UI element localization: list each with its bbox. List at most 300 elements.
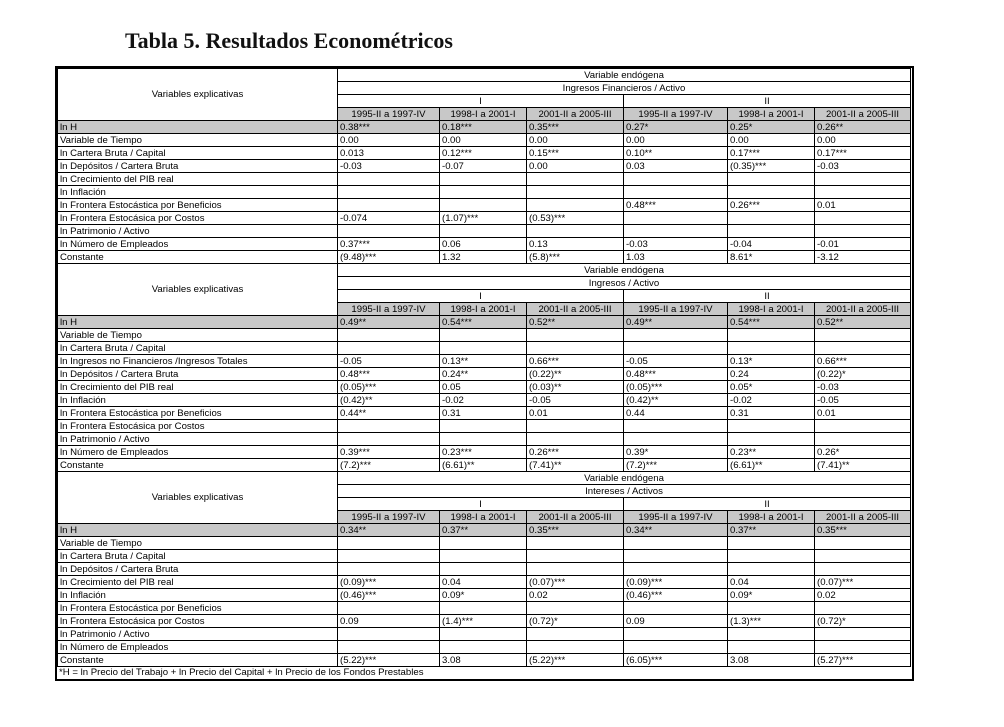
coefficient-cell: -0.02 [728, 394, 815, 407]
coefficient-cell: 0.54*** [728, 316, 815, 329]
period-header: 2001-II a 2005-III [815, 303, 911, 316]
coefficient-cell [815, 186, 911, 199]
coefficient-cell: 0.12*** [440, 147, 527, 160]
table-row [58, 459, 911, 472]
explanatory-variables-header: Variables explicativas [58, 472, 338, 524]
table-row [58, 628, 911, 641]
coefficient-cell [624, 602, 728, 615]
row-label: ln Número de Empleados [58, 238, 338, 251]
row-label: ln Cartera Bruta / Capital [58, 550, 338, 563]
coefficient-cell [728, 563, 815, 576]
coefficient-cell: 0.26* [815, 446, 911, 459]
coefficient-cell [527, 641, 624, 654]
coefficient-cell [440, 628, 527, 641]
coefficient-cell: (7.2)*** [624, 459, 728, 472]
row-label: ln Inflación [58, 186, 338, 199]
row-label: ln Frontera Estocástica por Beneficios [58, 602, 338, 615]
table-row [58, 186, 911, 199]
period-header: 1995-II a 1997-IV [624, 108, 728, 121]
coefficient-cell [815, 628, 911, 641]
coefficient-cell [338, 342, 440, 355]
coefficient-cell: (6.61)** [440, 459, 527, 472]
table-row [58, 654, 911, 667]
explanatory-variables-header: Variables explicativas [58, 264, 338, 316]
table-row [58, 342, 911, 355]
coefficient-cell [338, 563, 440, 576]
coefficient-cell: 0.23*** [440, 446, 527, 459]
coefficient-cell: -0.05 [624, 355, 728, 368]
row-label: ln Frontera Estocásica por Costos [58, 212, 338, 225]
coefficient-cell: 0.66*** [815, 355, 911, 368]
coefficient-cell: 0.02 [815, 589, 911, 602]
coefficient-cell: (7.41)** [815, 459, 911, 472]
coefficient-cell [338, 602, 440, 615]
coefficient-cell: -0.05 [815, 394, 911, 407]
coefficient-cell: 0.26*** [728, 199, 815, 212]
table-row [58, 576, 911, 589]
dependent-variable-name: Ingresos Financieros / Activo [338, 82, 911, 95]
coefficient-cell [527, 329, 624, 342]
coefficient-cell: 0.39* [624, 446, 728, 459]
coefficient-cell: -0.07 [440, 160, 527, 173]
table-row [58, 563, 911, 576]
table-row [58, 173, 911, 186]
table-row [58, 381, 911, 394]
coefficient-cell: 0.00 [440, 134, 527, 147]
coefficient-cell [728, 329, 815, 342]
coefficient-cell [440, 641, 527, 654]
coefficient-cell: 0.48*** [338, 368, 440, 381]
coefficient-cell: (6.61)** [728, 459, 815, 472]
coefficient-cell: 0.37*** [338, 238, 440, 251]
coefficient-cell [815, 225, 911, 238]
coefficient-cell: 1.32 [440, 251, 527, 264]
coefficient-cell: 0.01 [527, 407, 624, 420]
row-label: Constante [58, 459, 338, 472]
coefficient-cell [440, 329, 527, 342]
coefficient-cell [440, 433, 527, 446]
coefficient-cell: (0.09)*** [624, 576, 728, 589]
row-label: ln Patrimonio / Activo [58, 628, 338, 641]
row-label: ln Depósitos / Cartera Bruta [58, 563, 338, 576]
row-label: ln Número de Empleados [58, 446, 338, 459]
coefficient-cell: 0.37** [440, 524, 527, 537]
coefficient-cell [728, 550, 815, 563]
table-body [58, 69, 911, 667]
coefficient-cell: 0.17*** [728, 147, 815, 160]
coefficient-cell [815, 342, 911, 355]
coefficient-cell: 0.35*** [527, 524, 624, 537]
coefficient-cell [624, 342, 728, 355]
coefficient-cell: 0.49** [338, 316, 440, 329]
coefficient-cell: (0.05)*** [624, 381, 728, 394]
coefficient-cell [338, 641, 440, 654]
coefficient-cell: 0.13 [527, 238, 624, 251]
coefficient-cell: (0.22)* [815, 368, 911, 381]
coefficient-cell: 0.15*** [527, 147, 624, 160]
coefficient-cell: -0.05 [527, 394, 624, 407]
coefficient-cell: 0.00 [815, 134, 911, 147]
coefficient-cell: (0.42)** [338, 394, 440, 407]
coefficient-cell: 0.02 [527, 589, 624, 602]
coefficient-cell: (0.72)* [815, 615, 911, 628]
coefficient-cell: -3.12 [815, 251, 911, 264]
table-row [58, 121, 911, 134]
coefficient-cell: (5.27)*** [815, 654, 911, 667]
coefficient-cell: 0.44** [338, 407, 440, 420]
coefficient-cell [338, 628, 440, 641]
dependent-variable-name: Ingresos / Activo [338, 277, 911, 290]
table-row [58, 550, 911, 563]
coefficient-cell: (6.05)*** [624, 654, 728, 667]
period-header: 1995-II a 1997-IV [338, 511, 440, 524]
coefficient-cell [815, 550, 911, 563]
period-header: 1995-II a 1997-IV [624, 303, 728, 316]
period-header: 1998-I a 2001-I [440, 108, 527, 121]
period-header: 1998-I a 2001-I [440, 303, 527, 316]
coefficient-cell: 0.09* [728, 589, 815, 602]
coefficient-cell [728, 628, 815, 641]
coefficient-cell [527, 602, 624, 615]
coefficient-cell [527, 550, 624, 563]
section-header-row [58, 69, 911, 82]
coefficient-cell [624, 212, 728, 225]
coefficient-cell: 0.01 [815, 407, 911, 420]
coefficient-cell [440, 173, 527, 186]
coefficient-cell: -0.03 [815, 381, 911, 394]
coefficient-cell: 0.35*** [815, 524, 911, 537]
table-row [58, 160, 911, 173]
coefficient-cell [624, 186, 728, 199]
coefficient-cell: 0.25* [728, 121, 815, 134]
row-label: Constante [58, 251, 338, 264]
row-label: ln H [58, 524, 338, 537]
coefficient-cell: 0.24 [728, 368, 815, 381]
coefficient-cell [527, 420, 624, 433]
table-row [58, 524, 911, 537]
table-row [58, 251, 911, 264]
coefficient-cell [815, 537, 911, 550]
coefficient-cell: (0.72)* [527, 615, 624, 628]
period-header: 1998-I a 2001-I [728, 108, 815, 121]
coefficient-cell: 0.09 [338, 615, 440, 628]
period-header: 2001-II a 2005-III [815, 108, 911, 121]
coefficient-cell [527, 628, 624, 641]
coefficient-cell: 0.31 [440, 407, 527, 420]
coefficient-cell [338, 550, 440, 563]
coefficient-cell: 0.10** [624, 147, 728, 160]
coefficient-cell [624, 537, 728, 550]
period-header: 2001-II a 2005-III [527, 108, 624, 121]
table-row [58, 407, 911, 420]
coefficient-cell: -0.074 [338, 212, 440, 225]
coefficient-cell: 1.03 [624, 251, 728, 264]
group-header-i: I [338, 95, 624, 108]
row-label: ln Inflación [58, 394, 338, 407]
row-label: ln Patrimonio / Activo [58, 433, 338, 446]
period-header: 2001-II a 2005-III [527, 303, 624, 316]
coefficient-cell [527, 173, 624, 186]
table-row [58, 316, 911, 329]
table-row [58, 641, 911, 654]
coefficient-cell [624, 628, 728, 641]
coefficient-cell [728, 537, 815, 550]
period-header: 2001-II a 2005-III [527, 511, 624, 524]
coefficient-cell [338, 329, 440, 342]
coefficient-cell [624, 420, 728, 433]
row-label: ln Frontera Estocástica por Beneficios [58, 199, 338, 212]
coefficient-cell: 0.13* [728, 355, 815, 368]
coefficient-cell [338, 173, 440, 186]
coefficient-cell: 0.05* [728, 381, 815, 394]
coefficient-cell: (7.2)*** [338, 459, 440, 472]
coefficient-cell [440, 420, 527, 433]
group-header-ii: II [624, 95, 911, 108]
coefficient-cell [338, 537, 440, 550]
coefficient-cell: 8.61* [728, 251, 815, 264]
coefficient-cell: 0.26** [815, 121, 911, 134]
row-label: ln Crecimiento del PIB real [58, 173, 338, 186]
coefficient-cell [815, 212, 911, 225]
endogenous-variable-header: Variable endógena [338, 264, 911, 277]
table-row [58, 199, 911, 212]
coefficient-cell [527, 433, 624, 446]
coefficient-cell [728, 602, 815, 615]
period-header: 1998-I a 2001-I [440, 511, 527, 524]
table-row [58, 212, 911, 225]
coefficient-cell: 0.52** [527, 316, 624, 329]
coefficient-cell: 0.54*** [440, 316, 527, 329]
coefficient-cell: 0.01 [815, 199, 911, 212]
coefficient-cell: -0.03 [338, 160, 440, 173]
coefficient-cell [527, 342, 624, 355]
group-header-ii: II [624, 290, 911, 303]
coefficient-cell: 0.37** [728, 524, 815, 537]
row-label: ln Cartera Bruta / Capital [58, 147, 338, 160]
row-label: Variable de Tiempo [58, 537, 338, 550]
coefficient-cell: 0.18*** [440, 121, 527, 134]
row-label: ln Inflación [58, 589, 338, 602]
coefficient-cell: 0.31 [728, 407, 815, 420]
coefficient-cell: 0.05 [440, 381, 527, 394]
table-row [58, 615, 911, 628]
coefficient-cell: 0.35*** [527, 121, 624, 134]
coefficient-cell: 0.66*** [527, 355, 624, 368]
table-row [58, 134, 911, 147]
coefficient-cell: (0.22)** [527, 368, 624, 381]
table-row [58, 602, 911, 615]
row-label: ln Cartera Bruta / Capital [58, 342, 338, 355]
group-header-i: I [338, 498, 624, 511]
row-label: ln Frontera Estocásica por Costos [58, 615, 338, 628]
table-row [58, 147, 911, 160]
coefficient-cell: -0.04 [728, 238, 815, 251]
table-row [58, 446, 911, 459]
coefficient-cell: (1.4)*** [440, 615, 527, 628]
table-row [58, 368, 911, 381]
coefficient-cell [815, 563, 911, 576]
coefficient-cell [527, 186, 624, 199]
coefficient-cell: 0.52** [815, 316, 911, 329]
coefficient-cell: 0.013 [338, 147, 440, 160]
row-label: ln Frontera Estocástica por Beneficios [58, 407, 338, 420]
group-header-i: I [338, 290, 624, 303]
table-row [58, 589, 911, 602]
table-row [58, 238, 911, 251]
period-header: 1995-II a 1997-IV [338, 108, 440, 121]
coefficient-cell: 0.44 [624, 407, 728, 420]
coefficient-cell: 0.09* [440, 589, 527, 602]
table-row [58, 433, 911, 446]
period-header: 1995-II a 1997-IV [624, 511, 728, 524]
coefficient-cell: 0.38*** [338, 121, 440, 134]
period-header: 1998-I a 2001-I [728, 303, 815, 316]
coefficient-cell: (0.05)*** [338, 381, 440, 394]
coefficient-cell: 0.48*** [624, 199, 728, 212]
coefficient-cell [815, 329, 911, 342]
table-title: Tabla 5. Resultados Econométricos [125, 28, 453, 53]
coefficient-cell [624, 433, 728, 446]
coefficient-cell [527, 199, 624, 212]
coefficient-cell [440, 563, 527, 576]
coefficient-cell: 0.13** [440, 355, 527, 368]
coefficient-cell: 0.03 [624, 160, 728, 173]
coefficient-cell [624, 329, 728, 342]
dependent-variable-name: Intereses / Activos [338, 485, 911, 498]
coefficient-cell: (1.07)*** [440, 212, 527, 225]
coefficient-cell [728, 433, 815, 446]
coefficient-cell: (1.3)*** [728, 615, 815, 628]
period-header: 2001-II a 2005-III [815, 511, 911, 524]
coefficient-cell: 0.00 [527, 160, 624, 173]
coefficient-cell [527, 225, 624, 238]
coefficient-cell: -0.01 [815, 238, 911, 251]
coefficient-cell [624, 563, 728, 576]
coefficient-cell: 0.00 [728, 134, 815, 147]
coefficient-cell: 0.06 [440, 238, 527, 251]
coefficient-cell [338, 433, 440, 446]
row-label: ln Patrimonio / Activo [58, 225, 338, 238]
coefficient-cell: 0.09 [624, 615, 728, 628]
coefficient-cell [440, 342, 527, 355]
coefficient-cell [728, 173, 815, 186]
group-header-ii: II [624, 498, 911, 511]
coefficient-cell: 0.24** [440, 368, 527, 381]
coefficient-cell: 0.17*** [815, 147, 911, 160]
coefficient-cell [728, 641, 815, 654]
coefficient-cell: 0.49** [624, 316, 728, 329]
period-header: 1995-II a 1997-IV [338, 303, 440, 316]
coefficient-cell [815, 173, 911, 186]
coefficient-cell: 0.00 [338, 134, 440, 147]
coefficient-cell [440, 225, 527, 238]
coefficient-cell [338, 420, 440, 433]
row-label: ln Frontera Estocásica por Costos [58, 420, 338, 433]
coefficient-cell [440, 199, 527, 212]
coefficient-cell [815, 433, 911, 446]
coefficient-cell [527, 537, 624, 550]
coefficient-cell: (5.22)*** [338, 654, 440, 667]
coefficient-cell [728, 342, 815, 355]
coefficient-cell [440, 550, 527, 563]
coefficient-cell [728, 186, 815, 199]
coefficient-cell [440, 537, 527, 550]
coefficient-cell: 0.00 [624, 134, 728, 147]
row-label: ln Depósitos / Cartera Bruta [58, 160, 338, 173]
coefficient-cell: 3.08 [440, 654, 527, 667]
footnote: *H = ln Precio del Trabajo + ln Precio del Capital + ln Precio de los Fondos Prestables [59, 667, 424, 678]
coefficient-cell: 0.27* [624, 121, 728, 134]
row-label: ln H [58, 316, 338, 329]
coefficient-cell [624, 225, 728, 238]
coefficient-cell: -0.03 [815, 160, 911, 173]
coefficient-cell [440, 602, 527, 615]
coefficient-cell [527, 563, 624, 576]
coefficient-cell: 3.08 [728, 654, 815, 667]
endogenous-variable-header: Variable endógena [338, 69, 911, 82]
row-label: ln Número de Empleados [58, 641, 338, 654]
coefficient-cell: (0.07)*** [527, 576, 624, 589]
coefficient-cell: (9.48)*** [338, 251, 440, 264]
table-row [58, 537, 911, 550]
coefficient-cell: -0.05 [338, 355, 440, 368]
table-row [58, 355, 911, 368]
coefficient-cell: (0.03)** [527, 381, 624, 394]
coefficient-cell [728, 212, 815, 225]
coefficient-cell [815, 641, 911, 654]
table-row [58, 225, 911, 238]
coefficient-cell: -0.02 [440, 394, 527, 407]
coefficient-cell: 0.00 [527, 134, 624, 147]
coefficient-cell [728, 225, 815, 238]
coefficient-cell: (5.8)*** [527, 251, 624, 264]
table-row [58, 420, 911, 433]
coefficient-cell [624, 550, 728, 563]
coefficient-cell [440, 186, 527, 199]
coefficient-cell [728, 420, 815, 433]
coefficient-cell [338, 225, 440, 238]
coefficient-cell: (0.35)*** [728, 160, 815, 173]
section-header-row [58, 472, 911, 485]
coefficient-cell: (0.42)** [624, 394, 728, 407]
coefficient-cell: 0.04 [440, 576, 527, 589]
row-label: ln Ingresos no Financieros /Ingresos Totales [58, 355, 338, 368]
coefficient-cell: (0.46)*** [624, 589, 728, 602]
coefficient-cell: (0.53)*** [527, 212, 624, 225]
coefficient-cell: (0.07)*** [815, 576, 911, 589]
coefficient-cell [624, 641, 728, 654]
results-table-frame [55, 66, 914, 681]
row-label: Constante [58, 654, 338, 667]
coefficient-cell: 0.39*** [338, 446, 440, 459]
coefficient-cell: (7.41)** [527, 459, 624, 472]
coefficient-cell: 0.26*** [527, 446, 624, 459]
coefficient-cell: (0.46)*** [338, 589, 440, 602]
coefficient-cell: -0.03 [624, 238, 728, 251]
endogenous-variable-header: Variable endógena [338, 472, 911, 485]
coefficient-cell [815, 602, 911, 615]
section-header-row [58, 264, 911, 277]
coefficient-cell [815, 420, 911, 433]
period-header: 1998-I a 2001-I [728, 511, 815, 524]
coefficient-cell: (0.09)*** [338, 576, 440, 589]
coefficient-cell: 0.48*** [624, 368, 728, 381]
row-label: ln Depósitos / Cartera Bruta [58, 368, 338, 381]
results-table [57, 68, 911, 667]
row-label: ln Crecimiento del PIB real [58, 576, 338, 589]
row-label: Variable de Tiempo [58, 329, 338, 342]
coefficient-cell: 0.04 [728, 576, 815, 589]
